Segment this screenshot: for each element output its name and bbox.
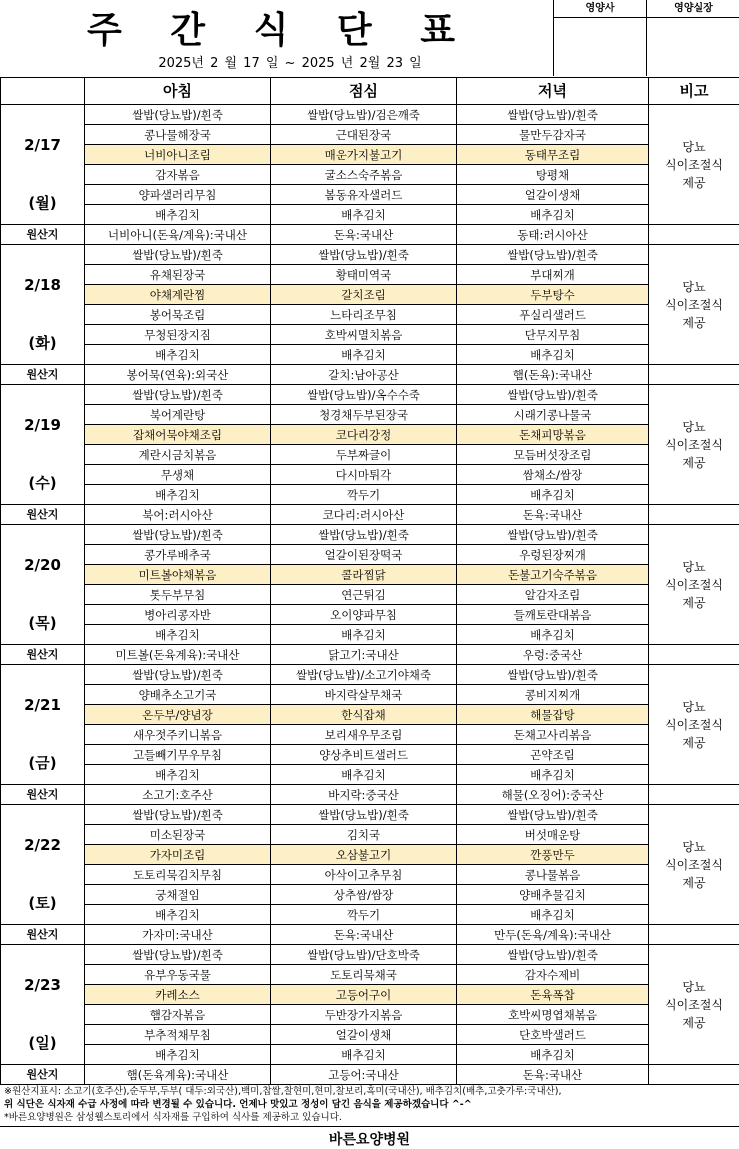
breakfast-item: 배추김치: [85, 485, 271, 505]
note-cell: [649, 245, 739, 365]
menu-row: [1, 765, 739, 785]
dinner-origin: 해물(오징어):중국산: [457, 785, 649, 805]
breakfast-item: 야채계란찜: [85, 285, 271, 305]
menu-row: [1, 325, 739, 345]
corner-cell: [1, 78, 85, 105]
column-header-dinner: 저녁: [457, 78, 649, 105]
lunch-item: 쌀밥(당뇨밥)/검은깨죽: [271, 105, 457, 125]
note-line: 제공: [649, 874, 739, 892]
menu-row: [1, 885, 739, 905]
breakfast-origin: 미트볼(돈육계육):국내산: [85, 645, 271, 665]
breakfast-origin: 햄(돈육계육):국내산: [85, 1065, 271, 1085]
breakfast-item: 배추김치: [85, 765, 271, 785]
lunch-origin: 돈육:국내산: [271, 225, 457, 245]
dinner-item: 얼갈이생채: [457, 185, 649, 205]
lunch-item: 배추김치: [271, 345, 457, 365]
breakfast-item: 새우젓주키니볶음: [85, 725, 271, 745]
lunch-item: 쌀밥(당뇨밥)/소고기야채죽: [271, 665, 457, 685]
dinner-item: 호박씨명엽채볶음: [457, 1005, 649, 1025]
origin-note-blank: [649, 785, 739, 805]
lunch-item: 깍두기: [271, 905, 457, 925]
dinner-item: 푸실리샐러드: [457, 305, 649, 325]
approval-label-chief: 영양실장: [647, 0, 739, 18]
lunch-item: 코다리강정: [271, 425, 457, 445]
menu-row: [1, 965, 739, 985]
lunch-origin: 고등어:국내산: [271, 1065, 457, 1085]
dinner-item: 부대찌개: [457, 265, 649, 285]
day-cell: [1, 105, 85, 225]
menu-row: [1, 805, 739, 825]
breakfast-item: 온두부/양념장: [85, 705, 271, 725]
lunch-item: 청경채두부된장국: [271, 405, 457, 425]
menu-row: [1, 705, 739, 725]
lunch-item: 봄동유자샐러드: [271, 185, 457, 205]
dinner-item: 배추김치: [457, 1045, 649, 1065]
dinner-item: 쌀밥(당뇨밥)/흰죽: [457, 945, 649, 965]
approval-label-dietitian: 영양사: [554, 0, 646, 18]
breakfast-item: 쌀밥(당뇨밥)/흰죽: [85, 945, 271, 965]
menu-body: [1, 105, 739, 1085]
lunch-item: 한식잡채: [271, 705, 457, 725]
breakfast-item: 쌀밥(당뇨밥)/흰죽: [85, 245, 271, 265]
day-date: 2/17: [24, 136, 61, 154]
dinner-item: 버섯매운탕: [457, 825, 649, 845]
menu-row: [1, 105, 739, 125]
lunch-item: 쌀밥(당뇨밥)/단호박죽: [271, 945, 457, 965]
dinner-item: 배추김치: [457, 345, 649, 365]
lunch-item: 쌀밥(당뇨밥)/흰죽: [271, 525, 457, 545]
day-of-week: (토): [1, 893, 84, 913]
breakfast-origin: 너비아니(돈육/계육):국내산: [85, 225, 271, 245]
breakfast-item: 유부우동국물: [85, 965, 271, 985]
dinner-item: 물만두감자국: [457, 125, 649, 145]
dinner-item: 알감자조림: [457, 585, 649, 605]
lunch-item: 김치국: [271, 825, 457, 845]
note-line: 당뇨: [649, 838, 739, 856]
lunch-origin: 닭고기:국내산: [271, 645, 457, 665]
lunch-item: 두반장가지볶음: [271, 1005, 457, 1025]
menu-row: [1, 525, 739, 545]
note-cell: [649, 105, 739, 225]
menu-row: [1, 1045, 739, 1065]
dinner-item: 배추김치: [457, 485, 649, 505]
menu-row: [1, 385, 739, 405]
note-line: 제공: [649, 594, 739, 612]
menu-row: [1, 685, 739, 705]
note-line: 식이조절식: [649, 996, 739, 1014]
note-cell: [649, 525, 739, 645]
approval-box: [553, 0, 739, 76]
menu-row: [1, 1025, 739, 1045]
lunch-item: 바지락살무채국: [271, 685, 457, 705]
lunch-item: 황태미역국: [271, 265, 457, 285]
lunch-item: 근대된장국: [271, 125, 457, 145]
lunch-item: 배추김치: [271, 765, 457, 785]
origin-row: [1, 645, 739, 665]
page-title: 주 간 식 단 표: [70, 2, 490, 53]
day-cell: [1, 385, 85, 505]
breakfast-item: 미트볼야채볶음: [85, 565, 271, 585]
breakfast-item: 병아리콩자반: [85, 605, 271, 625]
breakfast-item: 잡채어묵야채조림: [85, 425, 271, 445]
origin-label: 원산지: [1, 225, 85, 245]
breakfast-item: 고들빼기무우무침: [85, 745, 271, 765]
lunch-item: 오이양파무침: [271, 605, 457, 625]
menu-row: [1, 345, 739, 365]
breakfast-item: 배추김치: [85, 625, 271, 645]
lunch-item: 배추김치: [271, 1045, 457, 1065]
breakfast-item: 카레소스: [85, 985, 271, 1005]
note-cell: [649, 805, 739, 925]
note-line: 식이조절식: [649, 436, 739, 454]
menu-row: [1, 185, 739, 205]
menu-row: [1, 825, 739, 845]
menu-row: [1, 465, 739, 485]
breakfast-item: 미소된장국: [85, 825, 271, 845]
breakfast-origin: 가자미:국내산: [85, 925, 271, 945]
breakfast-item: 쌀밥(당뇨밥)/흰죽: [85, 385, 271, 405]
origin-row: [1, 365, 739, 385]
dinner-item: 쌈채소/쌈장: [457, 465, 649, 485]
day-date: 2/22: [24, 836, 61, 854]
origin-label: 원산지: [1, 925, 85, 945]
menu-row: [1, 545, 739, 565]
dinner-item: 쌀밥(당뇨밥)/흰죽: [457, 805, 649, 825]
origin-label: 원산지: [1, 365, 85, 385]
notice-text: 위 식단은 식자재 수급 사정에 따라 변경될 수 있습니다. 언제나 맛있고 정성이 담긴 음식을 제공하겠습니다 ^-^: [4, 1098, 739, 1111]
dinner-item: 감자수제비: [457, 965, 649, 985]
dinner-item: 곤약조림: [457, 745, 649, 765]
day-date: 2/20: [24, 556, 61, 574]
day-of-week: (월): [1, 193, 84, 213]
breakfast-item: 햄감자볶음: [85, 1005, 271, 1025]
dinner-item: 동태무조림: [457, 145, 649, 165]
day-of-week: (금): [1, 753, 84, 773]
origin-row: [1, 505, 739, 525]
dinner-item: 배추김치: [457, 205, 649, 225]
note-line: 식이조절식: [649, 856, 739, 874]
dinner-item: 해물잡탕: [457, 705, 649, 725]
breakfast-item: 쌀밥(당뇨밥)/흰죽: [85, 665, 271, 685]
origin-footnote: ※원산지표시: 소고기(호주산),순두부,두부( 대두:외국산),백미,찹쌀,찰현미,현미,찰보리,흑미(국내산), 배추김치(배추,고춧가루:국내산),: [4, 1085, 739, 1098]
lunch-item: 배추김치: [271, 205, 457, 225]
lunch-item: 쌀밥(당뇨밥)/옥수수죽: [271, 385, 457, 405]
menu-row: [1, 585, 739, 605]
lunch-item: 고등어구이: [271, 985, 457, 1005]
dinner-item: 배추김치: [457, 905, 649, 925]
column-header-breakfast: 아침: [85, 78, 271, 105]
breakfast-item: 궁채절임: [85, 885, 271, 905]
note-cell: [649, 945, 739, 1065]
origin-note-blank: [649, 365, 739, 385]
origin-row: [1, 785, 739, 805]
breakfast-origin: 북어:러시아산: [85, 505, 271, 525]
breakfast-item: 부추적채무침: [85, 1025, 271, 1045]
menu-row: [1, 985, 739, 1005]
day-date: 2/21: [24, 696, 61, 714]
dinner-origin: 돈육:국내산: [457, 505, 649, 525]
origin-row: [1, 925, 739, 945]
note-line: 식이조절식: [649, 716, 739, 734]
menu-row: [1, 745, 739, 765]
lunch-origin: 코다리:러시아산: [271, 505, 457, 525]
day-cell: [1, 665, 85, 785]
dinner-item: 돈채피망볶음: [457, 425, 649, 445]
day-cell: [1, 245, 85, 365]
lunch-item: 상추쌈/쌈장: [271, 885, 457, 905]
dinner-item: 탕평채: [457, 165, 649, 185]
note-line: 제공: [649, 734, 739, 752]
menu-row: [1, 165, 739, 185]
breakfast-item: 톳두부무침: [85, 585, 271, 605]
lunch-origin: 바지락:중국산: [271, 785, 457, 805]
menu-row: [1, 905, 739, 925]
origin-note-blank: [649, 1065, 739, 1085]
lunch-item: 굴소스숙주볶음: [271, 165, 457, 185]
note-line: 당뇨: [649, 978, 739, 996]
menu-row: [1, 865, 739, 885]
lunch-item: 쌀밥(당뇨밥)/흰죽: [271, 805, 457, 825]
origin-row: [1, 1065, 739, 1085]
dinner-item: 두부탕수: [457, 285, 649, 305]
dinner-origin: 동태:러시아산: [457, 225, 649, 245]
note-line: 제공: [649, 174, 739, 192]
dinner-item: 단무지무침: [457, 325, 649, 345]
menu-row: [1, 265, 739, 285]
menu-row: [1, 245, 739, 265]
breakfast-item: 유채된장국: [85, 265, 271, 285]
note-line: 제공: [649, 314, 739, 332]
lunch-item: 오삼불고기: [271, 845, 457, 865]
dinner-item: 돈육폭찹: [457, 985, 649, 1005]
dinner-item: 쌀밥(당뇨밥)/흰죽: [457, 525, 649, 545]
dinner-item: 단호박샐러드: [457, 1025, 649, 1045]
dinner-item: 시래기콩나물국: [457, 405, 649, 425]
origin-note-blank: [649, 505, 739, 525]
lunch-origin: 돈육:국내산: [271, 925, 457, 945]
breakfast-item: 콩가루배추국: [85, 545, 271, 565]
menu-row: [1, 625, 739, 645]
dinner-item: 콩나물볶음: [457, 865, 649, 885]
origin-label: 원산지: [1, 645, 85, 665]
note-cell: [649, 665, 739, 785]
menu-row: [1, 945, 739, 965]
note-cell: [649, 385, 739, 505]
menu-row: [1, 665, 739, 685]
lunch-item: 양상추비트샐러드: [271, 745, 457, 765]
note-line: 당뇨: [649, 698, 739, 716]
menu-row: [1, 425, 739, 445]
note-line: 당뇨: [649, 418, 739, 436]
lunch-item: 호박씨멸치볶음: [271, 325, 457, 345]
period-text: 2025년 2 월 17 일 ~ 2025 년 2월 23 일: [90, 52, 490, 71]
day-date: 2/18: [24, 276, 61, 294]
lunch-item: 얼갈이된장떡국: [271, 545, 457, 565]
lunch-item: 콜라찜닭: [271, 565, 457, 585]
dinner-item: 돈불고기숙주볶음: [457, 565, 649, 585]
note-line: 제공: [649, 454, 739, 472]
menu-table: [0, 77, 739, 1085]
breakfast-item: 배추김치: [85, 345, 271, 365]
origin-label: 원산지: [1, 1065, 85, 1085]
dinner-item: 쌀밥(당뇨밥)/흰죽: [457, 105, 649, 125]
breakfast-item: 무청된장지짐: [85, 325, 271, 345]
origin-label: 원산지: [1, 505, 85, 525]
note-line: 식이조절식: [649, 576, 739, 594]
dinner-item: 배추김치: [457, 765, 649, 785]
dinner-item: 콩비지찌개: [457, 685, 649, 705]
lunch-item: 매운가지불고기: [271, 145, 457, 165]
breakfast-item: 무생채: [85, 465, 271, 485]
origin-note-blank: [649, 645, 739, 665]
day-date: 2/23: [24, 976, 61, 994]
note-line: 제공: [649, 1014, 739, 1032]
menu-row: [1, 405, 739, 425]
lunch-item: 쌀밥(당뇨밥)/흰죽: [271, 245, 457, 265]
menu-row: [1, 845, 739, 865]
lunch-item: 아삭이고추무침: [271, 865, 457, 885]
menu-row: [1, 305, 739, 325]
lunch-origin: 갈치:남아공산: [271, 365, 457, 385]
dinner-item: 쌀밥(당뇨밥)/흰죽: [457, 245, 649, 265]
dinner-origin: 우렁:중국산: [457, 645, 649, 665]
menu-row: [1, 205, 739, 225]
breakfast-origin: 소고기:호주산: [85, 785, 271, 805]
dinner-item: 우렁된장찌개: [457, 545, 649, 565]
breakfast-item: 감자볶음: [85, 165, 271, 185]
supplier-note: *바른요양병원은 삼성웰스토리에서 식자재를 구입하여 식사를 제공하고 있습니다.: [4, 1111, 739, 1124]
menu-row: [1, 285, 739, 305]
breakfast-item: 너비아니조림: [85, 145, 271, 165]
lunch-item: 느타리조무침: [271, 305, 457, 325]
note-line: 당뇨: [649, 278, 739, 296]
column-header-note: 비고: [649, 78, 739, 105]
breakfast-item: 계란시금치볶음: [85, 445, 271, 465]
menu-row: [1, 125, 739, 145]
dinner-item: 깐풍만두: [457, 845, 649, 865]
lunch-item: 갈치조림: [271, 285, 457, 305]
breakfast-origin: 봉어묵(연육):외국산: [85, 365, 271, 385]
menu-row: [1, 725, 739, 745]
note-line: 식이조절식: [649, 156, 739, 174]
lunch-item: 배추김치: [271, 625, 457, 645]
breakfast-item: 봉어묵조림: [85, 305, 271, 325]
header: [0, 0, 739, 77]
menu-row: [1, 1005, 739, 1025]
menu-row: [1, 605, 739, 625]
approval-cell-chief: [647, 0, 739, 76]
breakfast-item: 북어계란탕: [85, 405, 271, 425]
breakfast-item: 콩나물해장국: [85, 125, 271, 145]
column-header-lunch: 점심: [271, 78, 457, 105]
breakfast-item: 양파샐러리무침: [85, 185, 271, 205]
day-date: 2/19: [24, 416, 61, 434]
note-line: 당뇨: [649, 138, 739, 156]
breakfast-item: 쌀밥(당뇨밥)/흰죽: [85, 105, 271, 125]
day-cell: [1, 525, 85, 645]
breakfast-item: 배추김치: [85, 905, 271, 925]
approval-cell-dietitian: [554, 0, 647, 76]
breakfast-item: 도토리묵김치무침: [85, 865, 271, 885]
hospital-name: 바른요양병원: [0, 1126, 739, 1149]
dinner-item: 쌀밥(당뇨밥)/흰죽: [457, 665, 649, 685]
origin-row: [1, 225, 739, 245]
breakfast-item: 가자미조림: [85, 845, 271, 865]
dinner-item: 들깨토란대볶음: [457, 605, 649, 625]
breakfast-item: 양배추소고기국: [85, 685, 271, 705]
origin-label: 원산지: [1, 785, 85, 805]
lunch-item: 연근튀김: [271, 585, 457, 605]
day-of-week: (수): [1, 473, 84, 493]
breakfast-item: 쌀밥(당뇨밥)/흰죽: [85, 805, 271, 825]
origin-note-blank: [649, 925, 739, 945]
note-line: 식이조절식: [649, 296, 739, 314]
menu-row: [1, 485, 739, 505]
dinner-item: 양배추물김치: [457, 885, 649, 905]
dinner-item: 쌀밥(당뇨밥)/흰죽: [457, 385, 649, 405]
day-of-week: (일): [1, 1033, 84, 1053]
day-of-week: (화): [1, 333, 84, 353]
origin-note-blank: [649, 225, 739, 245]
menu-row: [1, 145, 739, 165]
dinner-item: 배추김치: [457, 625, 649, 645]
breakfast-item: 쌀밥(당뇨밥)/흰죽: [85, 525, 271, 545]
lunch-item: 다시마튀각: [271, 465, 457, 485]
dinner-origin: 돈육:국내산: [457, 1065, 649, 1085]
dinner-origin: 햄(돈육):국내산: [457, 365, 649, 385]
day-cell: [1, 945, 85, 1065]
menu-row: [1, 445, 739, 465]
day-of-week: (목): [1, 613, 84, 633]
lunch-item: 보리새우무조림: [271, 725, 457, 745]
breakfast-item: 배추김치: [85, 1045, 271, 1065]
note-line: 당뇨: [649, 558, 739, 576]
dinner-origin: 만두(돈육/계육):국내산: [457, 925, 649, 945]
column-header-row: [1, 78, 739, 105]
day-cell: [1, 805, 85, 925]
menu-row: [1, 565, 739, 585]
dinner-item: 돈채고사리볶음: [457, 725, 649, 745]
lunch-item: 두부짜글이: [271, 445, 457, 465]
lunch-item: 깍두기: [271, 485, 457, 505]
dinner-item: 모듬버섯장조림: [457, 445, 649, 465]
footer: [0, 1085, 739, 1124]
lunch-item: 도토리묵채국: [271, 965, 457, 985]
lunch-item: 얼갈이생채: [271, 1025, 457, 1045]
breakfast-item: 배추김치: [85, 205, 271, 225]
